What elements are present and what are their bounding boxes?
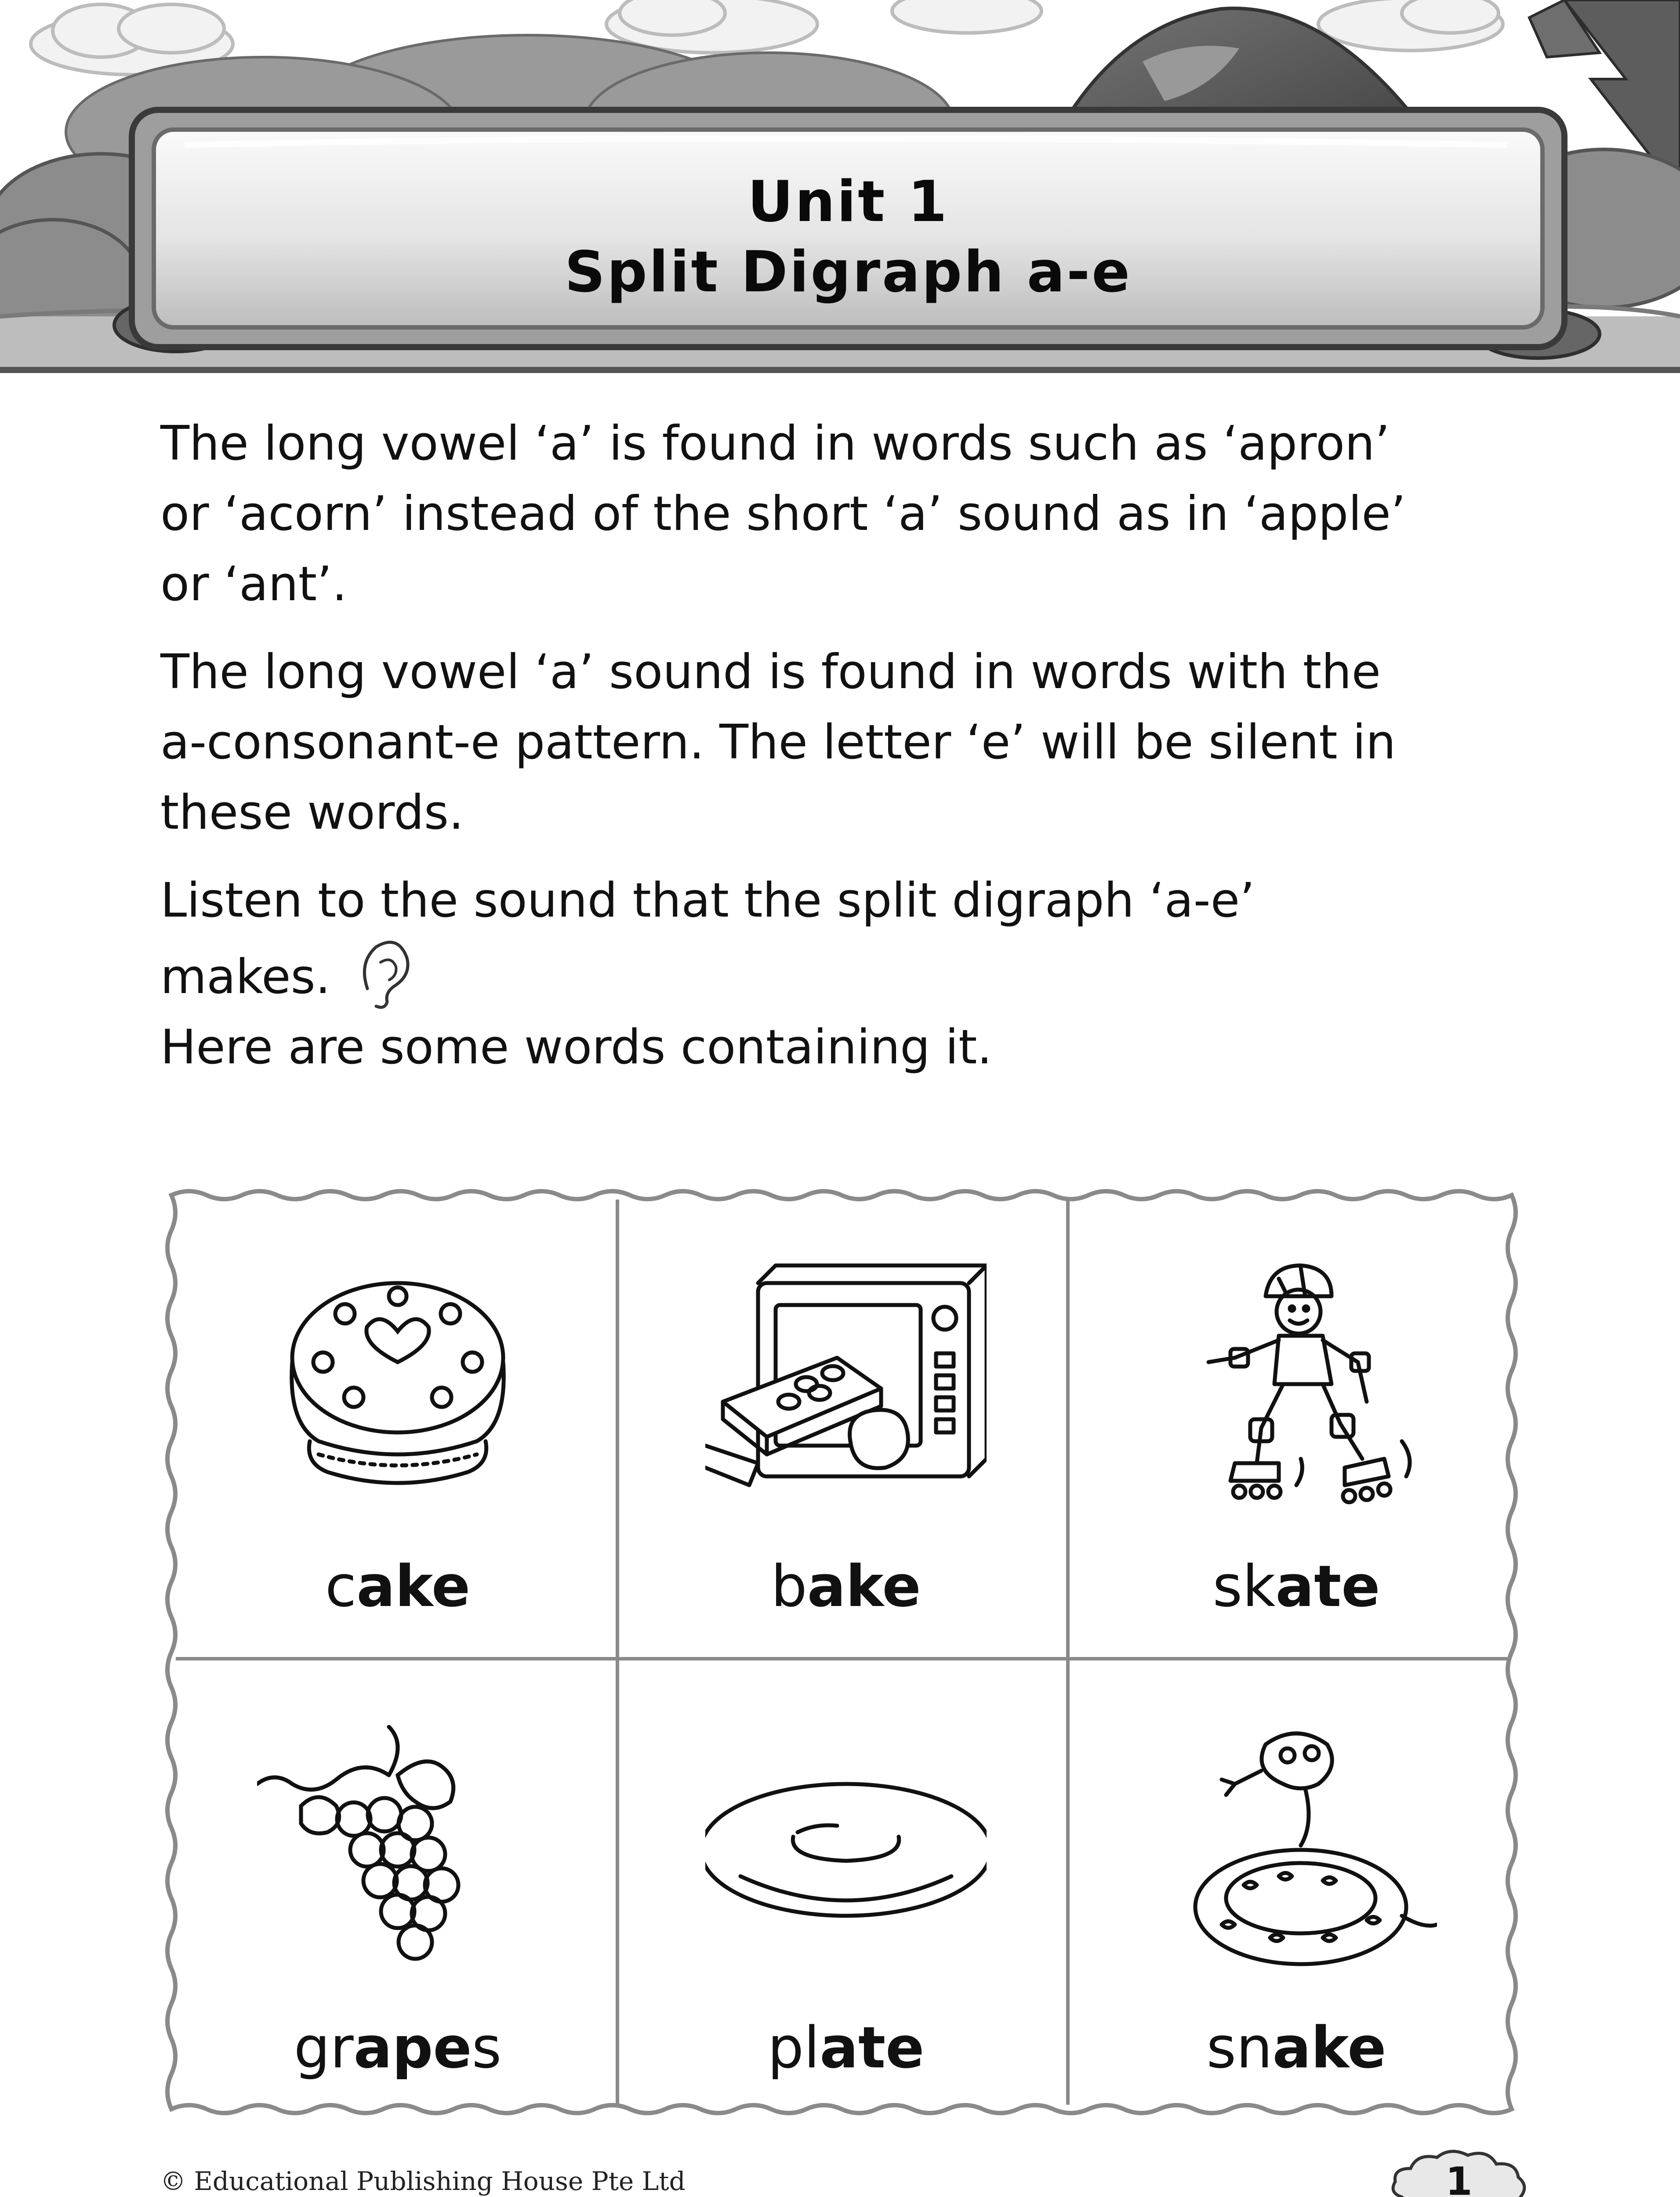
word-prefix: sn <box>1206 2014 1273 2081</box>
oven-icon <box>705 1257 987 1520</box>
text-line: Here are some words containing it. <box>160 1020 992 1075</box>
text-line: Listen to the sound that the split digraph ‘a-e’ <box>160 873 1255 928</box>
lesson-text <box>160 409 1540 1100</box>
word-vowel-pattern: ake <box>1272 2014 1386 2081</box>
word-card-grapes <box>174 1661 622 2118</box>
word-suffix: s <box>472 2014 502 2081</box>
word-label <box>1072 1551 1520 1621</box>
paragraph-intro <box>160 409 1540 620</box>
unit-label: Unit 1 <box>747 169 949 235</box>
plate-icon <box>705 1718 987 1982</box>
snake-icon <box>1156 1718 1437 1982</box>
cake-icon <box>257 1257 538 1520</box>
title-block <box>145 132 1551 343</box>
word-card-snake <box>1072 1661 1520 2118</box>
word-prefix: b <box>771 1553 807 1620</box>
word-label <box>1072 2012 1520 2083</box>
word-prefix: gr <box>294 2014 354 2081</box>
text-line: The long vowel ‘a’ sound is found in words with the <box>160 645 1381 700</box>
text-line <box>160 936 1540 1012</box>
word-label <box>622 2012 1070 2083</box>
word-card-skate <box>1072 1200 1520 1657</box>
text-line: these words. <box>160 785 464 840</box>
header-banner <box>0 0 1680 378</box>
ear-icon <box>350 936 416 1011</box>
grapes-icon <box>257 1718 538 1982</box>
word-vowel-pattern: ate <box>820 2014 925 2081</box>
skater-icon <box>1156 1257 1437 1520</box>
word-prefix: sk <box>1212 1553 1276 1620</box>
copyright-notice: © Educational Publishing House Pte Ltd <box>160 2166 686 2196</box>
word-card-bake <box>622 1200 1070 1657</box>
word-prefix: pl <box>767 2014 820 2081</box>
word-card-plate <box>622 1661 1070 2118</box>
page-title: Split Digraph a-e <box>564 239 1132 305</box>
word-vowel-pattern: ake <box>807 1553 921 1620</box>
text-fragment: makes. <box>160 950 331 1004</box>
word-label <box>174 1551 622 1621</box>
text-line: or ‘acorn’ instead of the short ‘a’ sound as in ‘apple’ <box>160 486 1406 541</box>
word-label <box>174 2012 622 2083</box>
page-number-badge <box>1384 2144 1534 2197</box>
word-prefix: c <box>325 1553 357 1620</box>
paragraph-pattern <box>160 637 1540 848</box>
text-line: or ‘ant’. <box>160 557 347 612</box>
word-picture-grid <box>158 1182 1525 2122</box>
page-number: 1 <box>1445 2159 1473 2197</box>
paragraph-listen <box>160 866 1540 1083</box>
word-vowel-pattern: ape <box>353 2014 472 2081</box>
word-card-cake <box>174 1200 622 1657</box>
text-line: The long vowel ‘a’ is found in words such as ‘apron’ <box>160 416 1390 471</box>
word-vowel-pattern: ate <box>1275 1553 1380 1620</box>
word-label <box>622 1551 1070 1621</box>
word-vowel-pattern: ake <box>356 1553 471 1620</box>
text-line: a-consonant-e pattern. The letter ‘e’ will be silent in <box>160 715 1396 770</box>
